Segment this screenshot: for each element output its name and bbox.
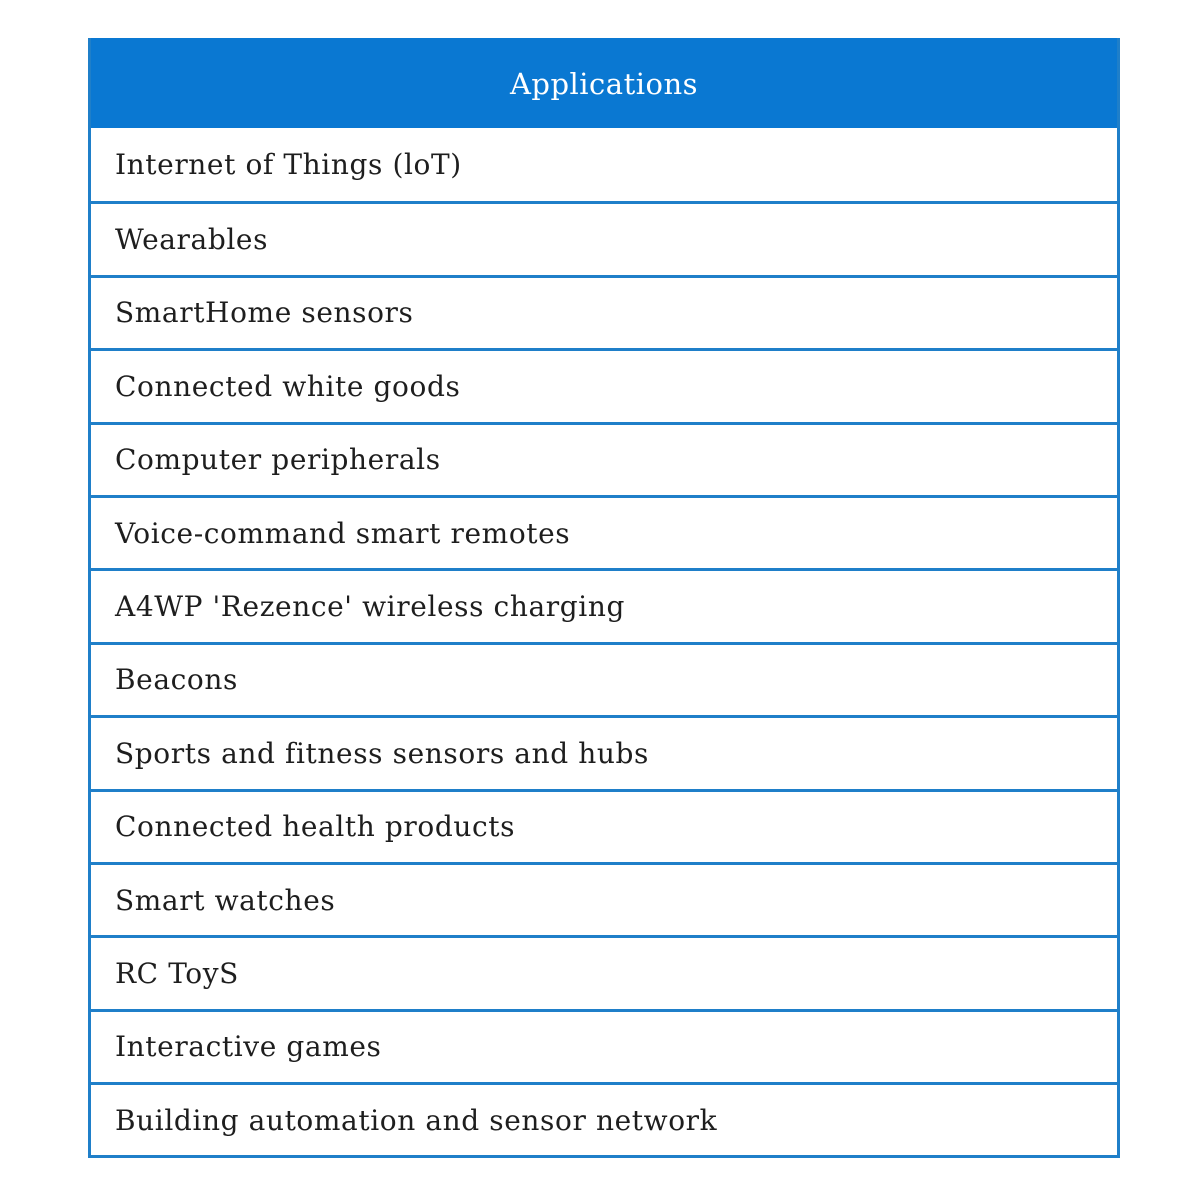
table-row: Wearables: [91, 201, 1117, 274]
table-row: Voice-command smart remotes: [91, 495, 1117, 568]
table-row: Sports and fitness sensors and hubs: [91, 715, 1117, 788]
table-row: Smart watches: [91, 862, 1117, 935]
table-row: Connected health products: [91, 789, 1117, 862]
applications-table: [88, 38, 1120, 1158]
table-row: SmartHome sensors: [91, 275, 1117, 348]
table-row: Computer peripherals: [91, 422, 1117, 495]
table-row: RC ToyS: [91, 935, 1117, 1008]
table-row: Internet of Things (loT): [91, 128, 1117, 201]
table-row: Connected white goods: [91, 348, 1117, 421]
table-header: Applications: [91, 38, 1117, 128]
table-row: Beacons: [91, 642, 1117, 715]
table-row: A4WP 'Rezence' wireless charging: [91, 568, 1117, 641]
table-row: Interactive games: [91, 1009, 1117, 1082]
table-row: Building automation and sensor network: [91, 1082, 1117, 1155]
table-body: [91, 128, 1117, 1155]
